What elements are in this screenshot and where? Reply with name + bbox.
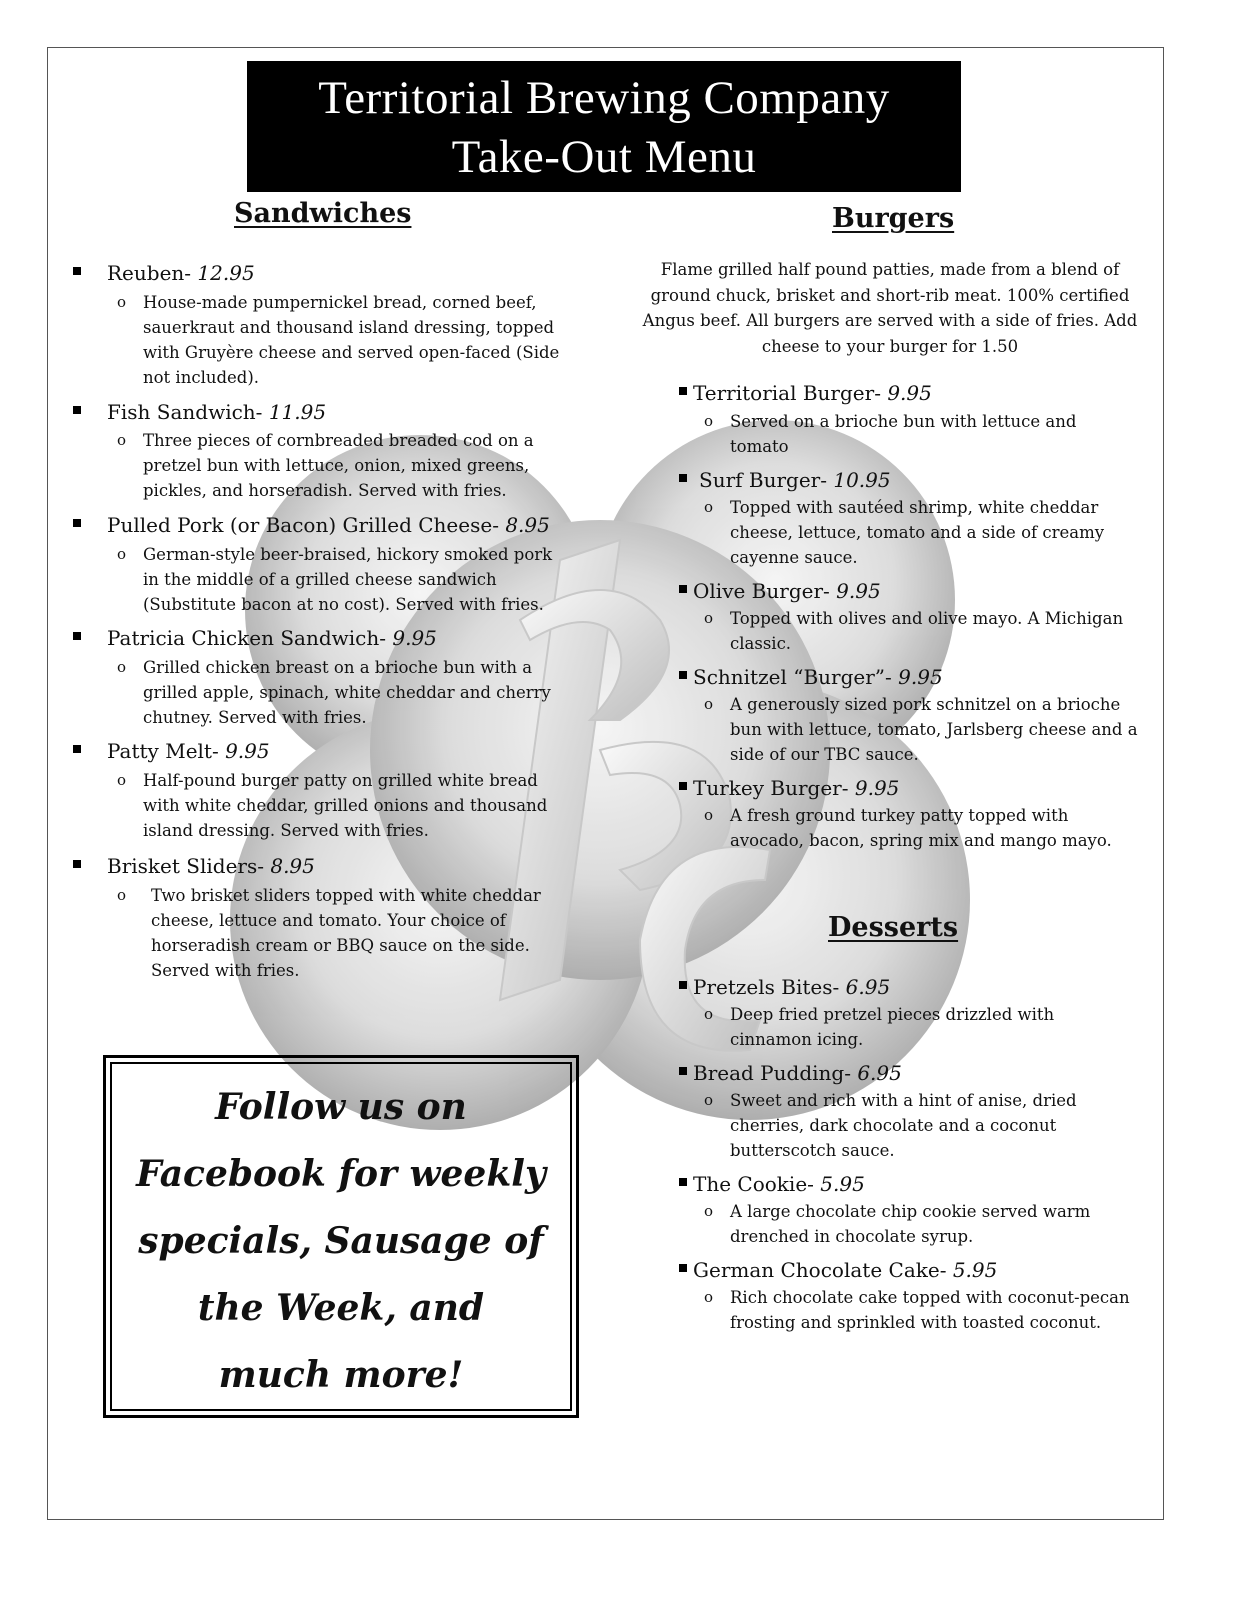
item-description-text: Two brisket sliders topped with white cheddar cheese, lettuce and tomato. Your choice of horseradish cream or BBQ sauce on the side. Served with fries. xyxy=(151,886,541,980)
item-description xyxy=(704,1088,1100,1163)
item-name: Schnitzel “Burger”- xyxy=(693,665,892,689)
item-price: 9.95 xyxy=(392,626,437,650)
square-bullet-icon xyxy=(679,782,687,790)
square-bullet-icon xyxy=(679,981,687,989)
item-name: German Chocolate Cake- xyxy=(693,1258,947,1282)
menu-item-title xyxy=(679,1061,902,1085)
item-price: 12.95 xyxy=(197,261,255,285)
item-description-text: A fresh ground turkey patty topped with avocado, bacon, spring mix and mango mayo. xyxy=(730,806,1112,850)
item-description-text: Three pieces of cornbreaded breaded cod on a pretzel bun with lettuce, onion, mixed greens, pickles, and horseradish. Served with fries. xyxy=(143,431,534,500)
item-description-text: Rich chocolate cake topped with coconut-pecan frosting and sprinkled with toasted coconut. xyxy=(730,1288,1130,1332)
circle-bullet-icon: o xyxy=(117,771,127,789)
square-bullet-icon xyxy=(679,1178,687,1186)
item-price: 9.95 xyxy=(225,739,270,763)
item-name: Pulled Pork (or Bacon) Grilled Cheese- xyxy=(107,513,499,537)
square-bullet-icon xyxy=(73,745,81,753)
menu-item-title xyxy=(73,626,437,650)
item-description xyxy=(117,883,556,983)
item-name: Turkey Burger- xyxy=(693,776,849,800)
item-price: 8.95 xyxy=(505,513,550,537)
item-price: 9.95 xyxy=(898,665,943,689)
burgers-intro: Flame grilled half pound patties, made from a blend of ground chuck, brisket and short-rib meat. 100% certified Angus beef. All burgers are served with a side of fries. Add cheese to your burger for 1.50 xyxy=(642,260,1138,356)
item-price: 8.95 xyxy=(270,854,315,878)
menu-title: Take-Out Menu xyxy=(451,131,757,183)
menu-item-title xyxy=(73,739,270,763)
item-description-text: Deep fried pretzel pieces drizzled with cinnamon icing. xyxy=(730,1005,1055,1049)
menu-item-title xyxy=(73,854,315,878)
circle-bullet-icon: o xyxy=(704,498,714,516)
item-name: Brisket Sliders- xyxy=(107,854,264,878)
menu-item-title xyxy=(73,513,550,537)
item-description-text: A large chocolate chip cookie served warm drenched in chocolate syrup. xyxy=(730,1202,1091,1246)
item-description xyxy=(117,290,573,390)
item-name: Reuben- xyxy=(107,261,192,285)
promo-line: Facebook for weekly xyxy=(136,1153,546,1195)
circle-bullet-icon: o xyxy=(704,695,714,713)
sandwiches-heading: Sandwiches xyxy=(234,198,412,229)
burgers-heading: Burgers xyxy=(832,203,955,234)
circle-bullet-icon: o xyxy=(117,658,127,676)
item-price: 9.95 xyxy=(887,381,932,405)
item-description xyxy=(704,495,1125,570)
item-description xyxy=(117,768,563,843)
menu-item-title xyxy=(679,381,932,405)
menu-item-title xyxy=(679,1172,865,1196)
promo-line: Follow us on xyxy=(215,1086,467,1128)
item-price: 11.95 xyxy=(268,400,327,424)
item-description-text: Topped with sautéed shrimp, white cheddar cheese, lettuce, tomato and a side of creamy cayenne sauce. xyxy=(730,498,1105,567)
item-description xyxy=(704,1285,1140,1335)
square-bullet-icon xyxy=(679,1067,687,1075)
square-bullet-icon xyxy=(73,267,81,275)
item-description xyxy=(117,542,568,617)
item-description xyxy=(117,655,563,730)
item-price: 10.95 xyxy=(833,468,891,492)
square-bullet-icon xyxy=(73,632,81,640)
circle-bullet-icon: o xyxy=(704,1288,714,1306)
menu-item-title xyxy=(679,579,881,603)
item-description-text: Grilled chicken breast on a brioche bun with a grilled apple, spinach, white cheddar and cherry chutney. Served with fries. xyxy=(143,658,551,727)
promo-line: much more! xyxy=(218,1354,464,1396)
item-description xyxy=(704,692,1140,767)
item-description xyxy=(117,428,543,503)
circle-bullet-icon: o xyxy=(704,1202,714,1220)
item-price: 6.95 xyxy=(857,1061,902,1085)
circle-bullet-icon: o xyxy=(704,412,714,430)
circle-bullet-icon: o xyxy=(117,545,127,563)
item-description xyxy=(704,803,1125,853)
menu-item-title xyxy=(73,400,326,424)
square-bullet-icon xyxy=(679,585,687,593)
item-description xyxy=(704,409,1110,459)
square-bullet-icon xyxy=(73,519,81,527)
circle-bullet-icon: o xyxy=(704,806,714,824)
item-name: Territorial Burger- xyxy=(693,381,881,405)
square-bullet-icon xyxy=(73,860,81,868)
promo-line: the Week, and xyxy=(197,1287,485,1329)
menu-item-title xyxy=(679,1258,997,1282)
square-bullet-icon xyxy=(679,474,687,482)
square-bullet-icon xyxy=(679,387,687,395)
facebook-promo-inner xyxy=(110,1062,572,1411)
item-description-text: A generously sized pork schnitzel on a brioche bun with lettuce, tomato, Jarlsberg cheese and a side of our TBC sauce. xyxy=(730,695,1138,764)
item-description xyxy=(704,1199,1120,1249)
item-description-text: Sweet and rich with a hint of anise, dried cherries, dark chocolate and a coconut butterscotch sauce. xyxy=(730,1091,1077,1160)
item-description-text: Topped with olives and olive mayo. A Michigan classic. xyxy=(730,609,1124,653)
circle-bullet-icon: o xyxy=(117,886,127,904)
desserts-heading: Desserts xyxy=(828,912,959,943)
square-bullet-icon xyxy=(679,1264,687,1272)
item-description-text: House-made pumpernickel bread, corned beef, sauerkraut and thousand island dressing, topped with Gruyère cheese and served open-faced (Side not included). xyxy=(143,293,560,387)
item-name: Fish Sandwich- xyxy=(107,400,263,424)
item-name: Surf Burger- xyxy=(699,468,827,492)
circle-bullet-icon: o xyxy=(704,609,714,627)
item-name: Bread Pudding- xyxy=(693,1061,851,1085)
item-description-text: Served on a brioche bun with lettuce and tomato xyxy=(730,412,1077,456)
circle-bullet-icon: o xyxy=(117,293,127,311)
menu-item-title xyxy=(679,665,943,689)
square-bullet-icon xyxy=(73,406,81,414)
item-name: Pretzels Bites- xyxy=(693,975,840,999)
menu-item-title xyxy=(73,261,255,285)
item-name: Olive Burger- xyxy=(693,579,830,603)
circle-bullet-icon: o xyxy=(704,1091,714,1109)
facebook-promo-box xyxy=(103,1055,579,1418)
item-price: 5.95 xyxy=(952,1258,998,1282)
menu-item-title xyxy=(679,975,890,999)
menu-item-title xyxy=(679,468,891,492)
restaurant-name: Territorial Brewing Company xyxy=(318,72,890,124)
item-price: 6.95 xyxy=(845,975,891,999)
item-name: Patty Melt- xyxy=(107,739,219,763)
item-name: The Cookie- xyxy=(693,1172,814,1196)
title-banner xyxy=(247,61,961,192)
item-description-text: Half-pound burger patty on grilled white bread with white cheddar, grilled onions and thousand island dressing. Served with fries. xyxy=(143,771,548,840)
item-price: 5.95 xyxy=(820,1172,865,1196)
item-description xyxy=(704,606,1140,656)
item-price: 9.95 xyxy=(854,776,900,800)
item-price: 9.95 xyxy=(836,579,881,603)
item-description xyxy=(704,1002,1090,1052)
menu-item-title xyxy=(679,776,899,800)
circle-bullet-icon: o xyxy=(704,1005,714,1023)
circle-bullet-icon: o xyxy=(117,431,127,449)
item-name: Patricia Chicken Sandwich- xyxy=(107,626,386,650)
promo-line: specials, Sausage of xyxy=(138,1220,544,1262)
item-description-text: German-style beer-braised, hickory smoked pork in the middle of a grilled cheese sandwich (Substitute bacon at no cost). Served with fries. xyxy=(143,545,553,614)
square-bullet-icon xyxy=(679,671,687,679)
